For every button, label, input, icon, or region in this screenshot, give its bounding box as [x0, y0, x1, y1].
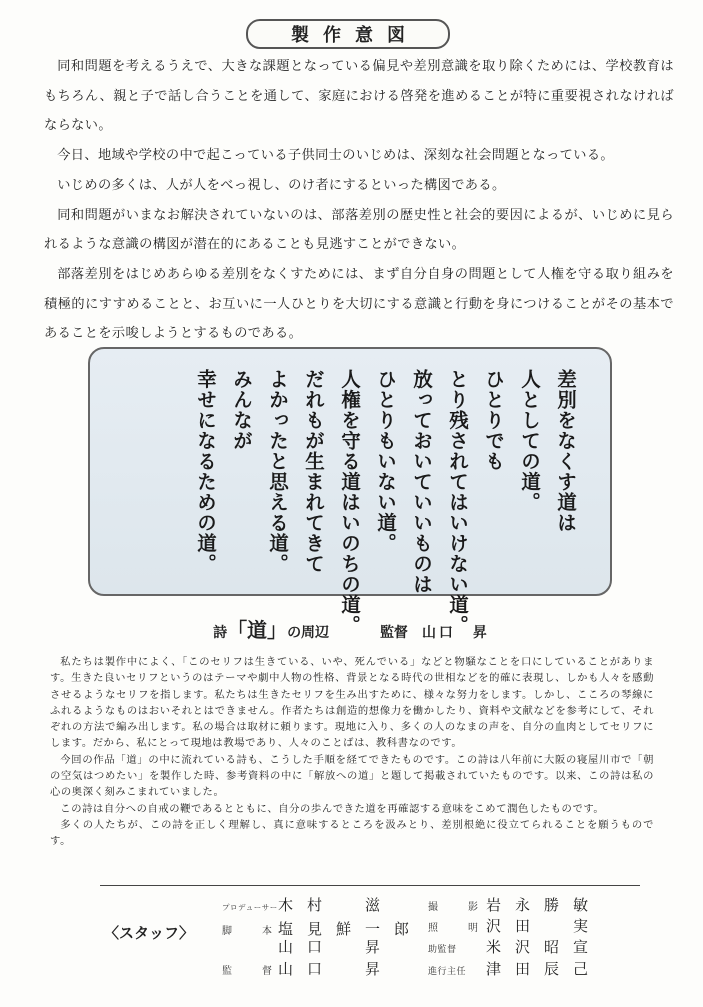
essay-heading-post: の周辺	[287, 625, 330, 641]
staff-role: 照 明	[428, 923, 488, 934]
essay-heading-quoted: 「道」	[227, 618, 288, 642]
poem-line: だれもが生まれてきて	[302, 369, 325, 574]
poem-line: 幸せになるための道。	[194, 369, 217, 574]
poem-line: よかったと思える道。	[266, 369, 289, 574]
essay-paragraph: 多くの人たちが、この詩を正しく理解し、真に意味するところを汲みとり、差別根絶に役立てられることを願うものです。	[50, 818, 654, 848]
staff-role: 進行主任	[428, 967, 467, 977]
staff-row	[222, 958, 394, 979]
staff-name: 米沢昭宣	[486, 938, 603, 956]
staff-row	[222, 894, 394, 915]
essay-heading	[0, 614, 703, 643]
poem-line: 放っておいていいものは	[410, 369, 433, 595]
staff-role: 脚 本	[222, 926, 282, 937]
poem-line: 人としての道。	[518, 369, 541, 513]
poem-line: みんなが	[230, 369, 253, 451]
staff-row	[428, 958, 602, 979]
essay-paragraph: 私たちは製作中によく、「このセリフは生きている、いや、死んでいる」などと物騒なことを口にしていることがあります。生きた良いセリフというのはテーマや劇中人物の性格、背景となる時代の世相などを的確に表現し、しかも人々を感動させるようなセリフを指します。私たちは生きたセリフを生み出すために、様々な努力をします。しかし、こころの琴線にふれるようなものはおいそれとはできません。作者たちは創造的想像力を働かしたり、資料や文献などを参考にして、それぞれの方法で編み出します。私の場合は取材に頼ります。現地に入り、多くの人のなまの声を、自分の血肉としてセリフにします。だから、私にとって現地は教場であり、人々のことばは、教科書なのです。	[50, 656, 654, 750]
staff-row	[428, 936, 602, 957]
director-name: 山口 昇	[421, 625, 490, 641]
staff-label: 〈スタッフ〉	[104, 924, 195, 942]
document-title: 製作意図	[291, 25, 419, 46]
intro-paragraph: 同和問題がいまなお解決されていないのは、部落差別の歴史性と社会的要因によるが、いじめに見られるような意識の構図が潜在的にあることも見逃すことができない。	[44, 207, 674, 253]
intro-paragraph: いじめの多くは、人が人をべっ視し、のけ者にするといった構図である。	[57, 177, 506, 193]
staff-name: 木村 滋	[278, 896, 395, 914]
staff-role: 撮 影	[428, 902, 488, 913]
essay-heading-pre: 詩	[213, 625, 228, 641]
staff-role: 助監督	[428, 945, 457, 955]
poem-line: 差別をなくす道は	[554, 369, 577, 533]
staff-row	[428, 894, 602, 915]
poem-line: ひとりでも	[482, 369, 505, 472]
staff-role: プロデューサー	[222, 903, 278, 912]
staff-row	[428, 915, 602, 936]
staff-name: 山口 昇	[278, 960, 395, 978]
title-frame	[246, 19, 450, 49]
intro-section	[44, 52, 674, 349]
staff-name: 岩永勝敏	[486, 896, 603, 914]
essay-paragraph: 今回の作品「道」の中に流れている詩も、こうした手順を経てできたものです。この詩は八年前に大阪の寝屋川市で「朝の空気はつめたい」を製作した時、参考資料の中に「解放への道」と題して掲載されていたものです。以来、この詩は私の心の奥深く刻みこまれていました。	[50, 753, 654, 799]
staff-name: 津田辰己	[486, 960, 603, 978]
staff-name: 塩見鮮一郎	[278, 920, 424, 938]
essay-paragraph: この詩は自分への自戒の鞭であるとともに、自分の歩んできた道を再確認する意味をこめて潤色したものです。	[60, 802, 605, 815]
intro-paragraph: 部落差別をはじめあらゆる差別をなくすためには、まず自分自身の問題として人権を守る取り組みを積極的にすすめることと、お互いに一人ひとりを大切にする意識と行動を身につけることがその基本であることを示唆しようとするものである。	[44, 266, 674, 342]
director-label: 監督	[379, 625, 408, 641]
poem-line: とり残されてはいけない道。	[446, 369, 469, 636]
staff-divider	[100, 885, 640, 886]
staff-role: 監 督	[222, 966, 282, 977]
staff-name: 沢田 実	[486, 917, 603, 935]
intro-paragraph: 同和問題を考えるうえで、大きな課題となっている偏見や差別意識を取り除くためには、学校教育はもちろん、親と子で話し合うことを通して、家庭における啓発を進めることが特に重要視されなければならない。	[44, 59, 674, 134]
essay-section	[50, 654, 654, 850]
poem-line: ひとりもいない道。	[374, 369, 397, 554]
staff-row	[278, 936, 394, 957]
poem-line: 人権を守る道はいのちの道。	[338, 369, 361, 636]
staff-name: 山口 昇	[278, 938, 395, 956]
intro-paragraph: 今日、地域や学校の中で起こっている子供同士のいじめは、深刻な社会問題となっている。	[57, 148, 615, 164]
